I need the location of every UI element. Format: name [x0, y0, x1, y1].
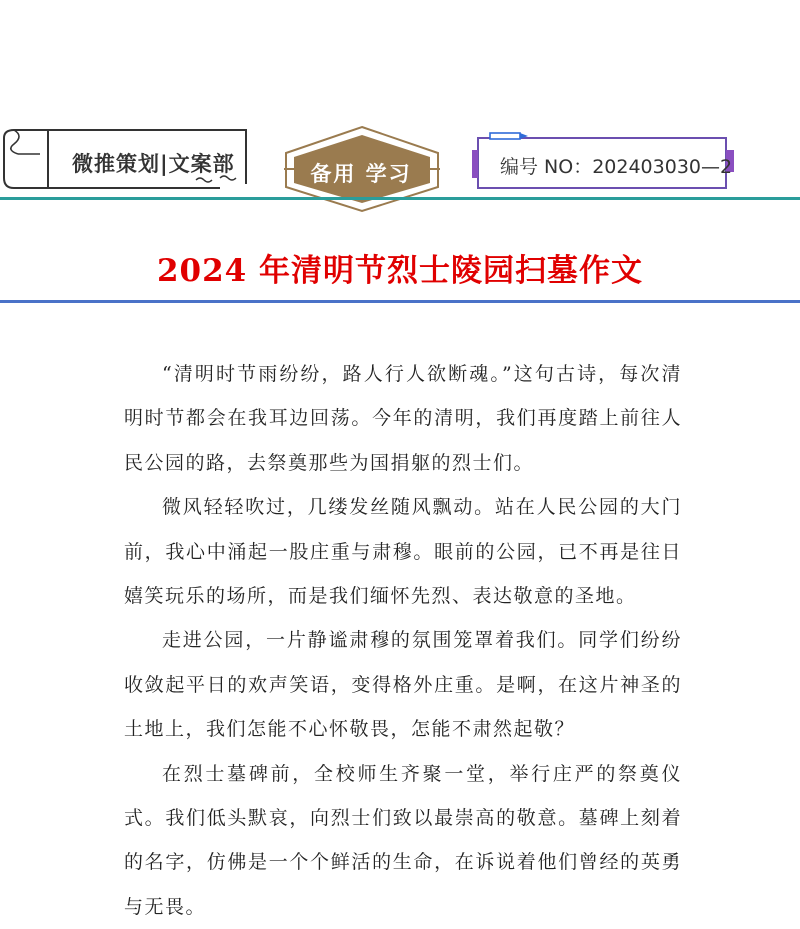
- paragraph: “清明时节雨纷纷，路人行人欲断魂。”这句古诗，每次清明时节都会在我耳边回荡。今年的清明，我们再度踏上前往人民公园的路，去祭奠那些为国捐躯的烈士们。: [124, 363, 682, 474]
- paragraph: 在烈士墓碑前，全校师生齐聚一堂，举行庄严的祭奠仪式。我们低头默哀，向烈士们致以最崇高的敬意。墓碑上刻着的名字，仿佛是一个个鲜活的生命，在诉说着他们曾经的英勇与无畏。: [124, 762, 682, 918]
- title-divider: [0, 300, 800, 303]
- brand-label: 微推策划|文案部: [72, 152, 235, 176]
- page-title: 2024 年清明节烈士陵园扫墓作文: [156, 253, 644, 289]
- document-number: 编号 NO：202403030—2: [500, 156, 733, 178]
- badge-label: 备用 学习: [310, 162, 412, 186]
- article-body: [124, 352, 682, 929]
- header-divider: [0, 197, 800, 200]
- document-header: [0, 0, 800, 310]
- pen-icon: [488, 131, 530, 141]
- paragraph: 走进公园，一片静谧肃穆的氛围笼罩着我们。同学们纷纷收敛起平日的欢声笑语，变得格外庄重。是啊，在这片神圣的土地上，我们怎能不心怀敬畏，怎能不肃然起敬？: [124, 629, 682, 741]
- paragraph: 微风轻轻吹过，几缕发丝随风飘动。站在人民公园的大门前，我心中涌起一股庄重与肃穆。眼前的公园，已不再是往日嬉笑玩乐的场所，而是我们缅怀先烈、表达敬意的圣地。: [124, 496, 682, 608]
